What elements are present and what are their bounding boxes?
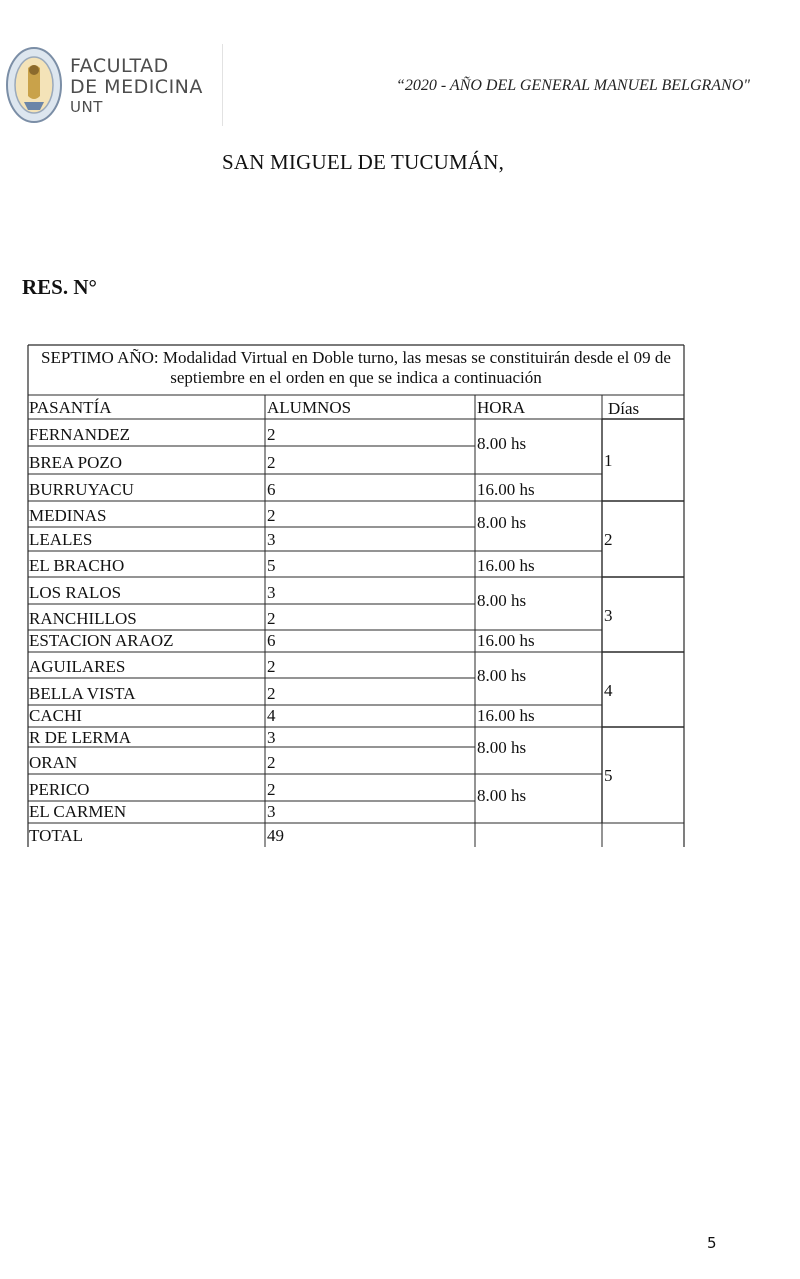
alumnos-cell: 3: [267, 728, 276, 747]
hora-cell: 8.00 hs: [477, 513, 527, 532]
hora-cell: 8.00 hs: [477, 590, 527, 610]
logo-line-medicina: DE MEDICINA: [70, 76, 203, 98]
logo-line-facultad: FACULTAD: [70, 55, 169, 77]
pasantia-cell: LEALES: [29, 530, 93, 549]
dias-cell: 4: [604, 680, 613, 700]
pasantia-cell: PERICO: [29, 780, 90, 799]
pasantia-cell: ESTACION ARAOZ: [29, 631, 174, 650]
hora-cell: 16.00 hs: [477, 556, 535, 575]
pasantia-cell: R DE LERMA: [29, 728, 131, 747]
header-hora: HORA: [477, 398, 526, 417]
pasantia-cell: EL CARMEN: [29, 802, 127, 821]
alumnos-cell: 2: [267, 425, 276, 444]
hora-cell: 16.00 hs: [477, 706, 535, 725]
alumnos-cell: 2: [267, 657, 276, 676]
header-dias: Días: [608, 399, 640, 418]
alumnos-cell: 2: [267, 609, 276, 628]
alumnos-cell: 2: [267, 753, 276, 772]
hora-cell: 8.00 hs: [477, 665, 527, 685]
pasantia-cell: AGUILARES: [29, 657, 126, 676]
table-intro: SEPTIMO AÑO: Modalidad Virtual en Doble turno, las mesas se constituirán desde el 09 de septiembre en el orden en que se indica a continuación: [41, 348, 671, 387]
logo-line-unt: UNT: [70, 98, 103, 116]
pasantia-cell: EL BRACHO: [29, 556, 125, 575]
alumnos-cell: 4: [267, 706, 276, 725]
header-pasantia: PASANTÍA: [29, 398, 112, 417]
header-alumnos: ALUMNOS: [267, 398, 352, 417]
city-date-line: SAN MIGUEL DE TUCUMÁN,: [222, 150, 505, 174]
dias-cell: 1: [604, 451, 613, 470]
resolution-number: RES. N°: [22, 275, 97, 299]
hora-cell: 16.00 hs: [477, 631, 535, 650]
pasantia-cell: BELLA VISTA: [29, 684, 136, 703]
alumnos-cell: 3: [267, 530, 276, 549]
alumnos-cell: 6: [267, 631, 276, 650]
alumnos-cell: 3: [267, 802, 276, 821]
pasantia-cell: MEDINAS: [29, 506, 107, 525]
header-motto: “2020 - AÑO DEL GENERAL MANUEL BELGRANO": [395, 77, 750, 94]
pasantia-cell: FERNANDEZ: [29, 425, 131, 444]
hora-cell: 8.00 hs: [477, 737, 527, 757]
total-value: 49: [267, 826, 284, 845]
alumnos-cell: 2: [267, 506, 276, 525]
total-label: TOTAL: [29, 826, 84, 845]
pasantia-cell: CACHI: [29, 706, 82, 725]
hora-cell: 8.00 hs: [477, 433, 527, 453]
alumnos-cell: 2: [267, 780, 276, 799]
pasantia-cell: ORAN: [29, 753, 78, 772]
alumnos-cell: 2: [267, 453, 276, 472]
pasantia-cell: BURRUYACU: [29, 480, 134, 499]
page-number: 5: [707, 1234, 717, 1252]
hora-cell: 16.00 hs: [477, 480, 535, 499]
pasantia-cell: RANCHILLOS: [29, 609, 137, 628]
pasantia-cell: LOS RALOS: [29, 583, 122, 602]
hora-cell: 8.00 hs: [477, 785, 527, 805]
alumnos-cell: 5: [267, 556, 276, 575]
dias-cell: 5: [604, 766, 613, 785]
dias-cell: 2: [604, 530, 613, 549]
alumnos-cell: 2: [267, 684, 276, 703]
dias-cell: 3: [604, 605, 613, 625]
pasantia-cell: BREA POZO: [29, 453, 123, 472]
alumnos-cell: 3: [267, 583, 276, 602]
alumnos-cell: 6: [267, 480, 276, 499]
